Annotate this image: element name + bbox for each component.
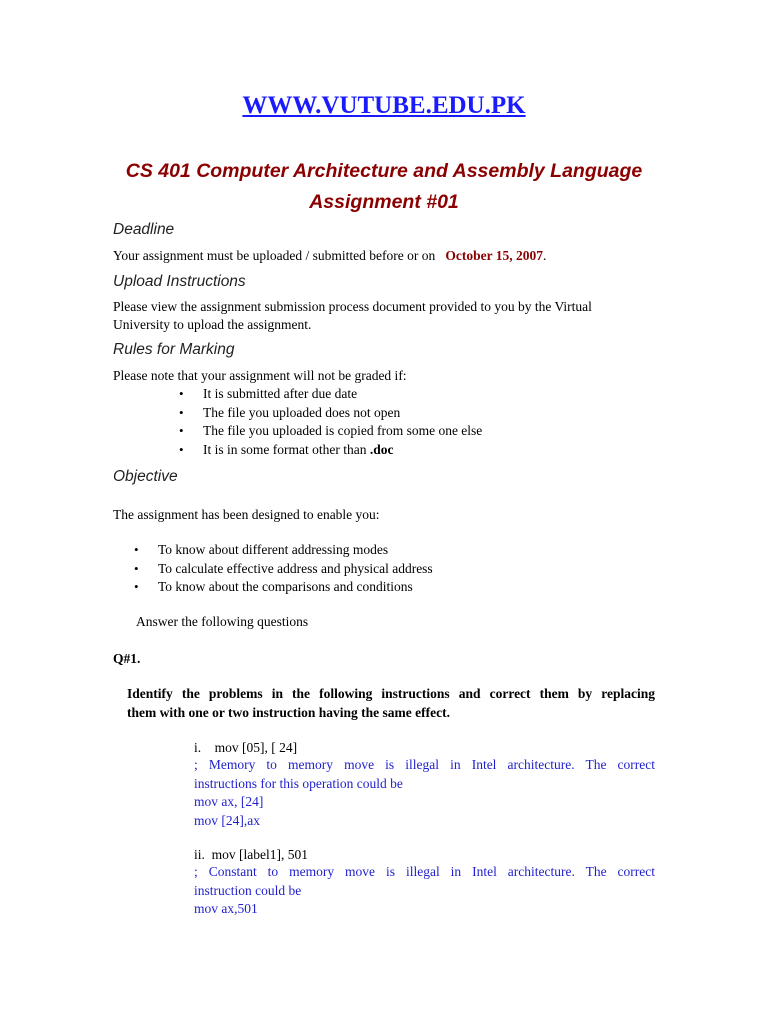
part-i-comment-line2: instructions for this operation could be xyxy=(194,775,403,791)
part-ii-answer xyxy=(194,863,655,919)
site-link[interactable]: WWW.VUTUBE.EDU.PK xyxy=(242,92,526,119)
code-line: mov ax,501 xyxy=(194,901,258,916)
objective-heading: Objective xyxy=(113,468,178,485)
assignment-title-line2: Assignment #01 xyxy=(309,191,459,213)
deadline-heading: Deadline xyxy=(113,221,175,238)
part-i-comment-line1: ; Memory to memory move is illegal in Intel architecture. The correct xyxy=(194,757,655,772)
question-label: Q#1. xyxy=(113,651,141,666)
deadline-sentence: Your assignment must be uploaded / submitted before or on xyxy=(113,248,436,263)
deadline-text xyxy=(113,247,546,266)
part-ii-comment-line2: instruction could be xyxy=(194,882,302,898)
assignment-title-line1: CS 401 Computer Architecture and Assembly Language xyxy=(125,160,643,182)
part-i-label: i. mov [05], [ 24] xyxy=(194,740,298,755)
list-item: • The file you uploaded does not open xyxy=(203,404,482,423)
part-ii-label: ii. mov [label1], 501 xyxy=(194,847,308,862)
instruction-line2: them with one or two instruction having the same effect. xyxy=(127,704,450,720)
upload-heading: Upload Instructions xyxy=(113,273,246,290)
list-item xyxy=(203,441,482,460)
code-line: mov [24],ax xyxy=(194,812,260,828)
deadline-period: . xyxy=(542,248,547,263)
list-item: • The file you uploaded is copied from some one else xyxy=(203,422,482,441)
rules-heading: Rules for Marking xyxy=(113,341,235,358)
code-line: mov ax, [24] xyxy=(194,794,264,809)
list-item: • To know about the comparisons and conditions xyxy=(158,578,433,597)
list-item: • To know about different addressing modes xyxy=(158,541,433,560)
rules-intro: Please note that your assignment will not be graded if: xyxy=(113,368,407,383)
deadline-date: October 15, 2007 xyxy=(445,248,543,263)
doc-format: .doc xyxy=(369,441,394,457)
part-ii-comment-line1: ; Constant to memory move is illegal in Intel architecture. The correct xyxy=(194,864,655,879)
objective-intro: The assignment has been designed to enable you: xyxy=(113,507,380,522)
upload-line1: Please view the assignment submission process document provided to you by the Virtual xyxy=(113,299,592,314)
part-i-answer xyxy=(194,756,655,830)
list-item: • It is submitted after due date xyxy=(203,385,482,404)
rules-list xyxy=(203,385,482,459)
rules-item-text: It is in some format other than xyxy=(203,441,370,457)
upload-line2: University to upload the assignment. xyxy=(113,317,312,332)
list-item: • To calculate effective address and physical address xyxy=(158,560,433,579)
objective-list xyxy=(158,541,433,597)
answer-prompt: Answer the following questions xyxy=(136,614,309,629)
question-instruction xyxy=(127,685,655,722)
instruction-line1: Identify the problems in the following instructions and correct them by replacing xyxy=(127,686,655,701)
